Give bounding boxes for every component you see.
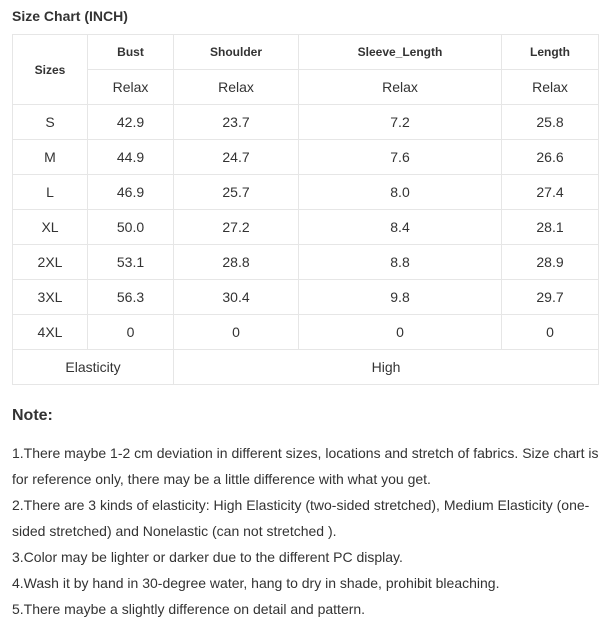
elasticity-value: High (174, 350, 599, 385)
size-cell: M (13, 140, 88, 175)
value-cell: 26.6 (502, 140, 599, 175)
value-cell: 9.8 (299, 280, 502, 315)
size-cell: 2XL (13, 245, 88, 280)
note-item: 2.There are 3 kinds of elasticity: High Elasticity (two-sided stretched), Medium Elasticity (one-sided stretched) and Nonelastic (can not stretched ). (12, 497, 590, 539)
subheader-cell: Relax (174, 70, 299, 105)
subheader-cell: Relax (299, 70, 502, 105)
subheader-row (13, 70, 599, 105)
column-header-length: Length (502, 35, 599, 70)
value-cell: 27.4 (502, 175, 599, 210)
elasticity-row (13, 350, 599, 385)
value-cell: 25.8 (502, 105, 599, 140)
value-cell: 0 (299, 315, 502, 350)
size-cell: 3XL (13, 280, 88, 315)
note-list (12, 440, 602, 622)
note-item: 1.There maybe 1-2 cm deviation in different sizes, locations and stretch of fabrics. Size chart is for reference only, there may be a little difference with what you get. (12, 445, 599, 487)
value-cell: 29.7 (502, 280, 599, 315)
column-header-bust: Bust (88, 35, 174, 70)
value-cell: 50.0 (88, 210, 174, 245)
note-item: 5.There maybe a slightly difference on detail and pattern. (12, 601, 366, 617)
size-chart-table (12, 34, 599, 385)
value-cell: 24.7 (174, 140, 299, 175)
size-cell: XL (13, 210, 88, 245)
value-cell: 8.0 (299, 175, 502, 210)
header-row (13, 35, 599, 70)
value-cell: 30.4 (174, 280, 299, 315)
size-cell: 4XL (13, 315, 88, 350)
value-cell: 28.9 (502, 245, 599, 280)
table-row (13, 280, 599, 315)
size-cell: S (13, 105, 88, 140)
table-row (13, 140, 599, 175)
value-cell: 0 (174, 315, 299, 350)
value-cell: 53.1 (88, 245, 174, 280)
subheader-cell: Relax (502, 70, 599, 105)
table-row (13, 175, 599, 210)
value-cell: 0 (502, 315, 599, 350)
value-cell: 42.9 (88, 105, 174, 140)
column-header-shoulder: Shoulder (174, 35, 299, 70)
value-cell: 27.2 (174, 210, 299, 245)
value-cell: 0 (88, 315, 174, 350)
subheader-cell: Relax (88, 70, 174, 105)
elasticity-label: Elasticity (13, 350, 174, 385)
size-cell: L (13, 175, 88, 210)
table-row (13, 210, 599, 245)
value-cell: 7.2 (299, 105, 502, 140)
table-row (13, 245, 599, 280)
note-heading: Note: (12, 407, 53, 424)
value-cell: 28.8 (174, 245, 299, 280)
sizes-header: Sizes (13, 35, 88, 105)
value-cell: 7.6 (299, 140, 502, 175)
note-item: 4.Wash it by hand in 30-degree water, hang to dry in shade, prohibit bleaching. (12, 575, 500, 591)
table-row (13, 315, 599, 350)
value-cell: 8.4 (299, 210, 502, 245)
column-header-sleeve-length: Sleeve_Length (299, 35, 502, 70)
value-cell: 8.8 (299, 245, 502, 280)
size-chart-title: Size Chart (INCH) (12, 8, 128, 24)
value-cell: 25.7 (174, 175, 299, 210)
value-cell: 28.1 (502, 210, 599, 245)
value-cell: 23.7 (174, 105, 299, 140)
value-cell: 46.9 (88, 175, 174, 210)
value-cell: 56.3 (88, 280, 174, 315)
table-row (13, 105, 599, 140)
value-cell: 44.9 (88, 140, 174, 175)
note-item: 3.Color may be lighter or darker due to the different PC display. (12, 549, 403, 565)
